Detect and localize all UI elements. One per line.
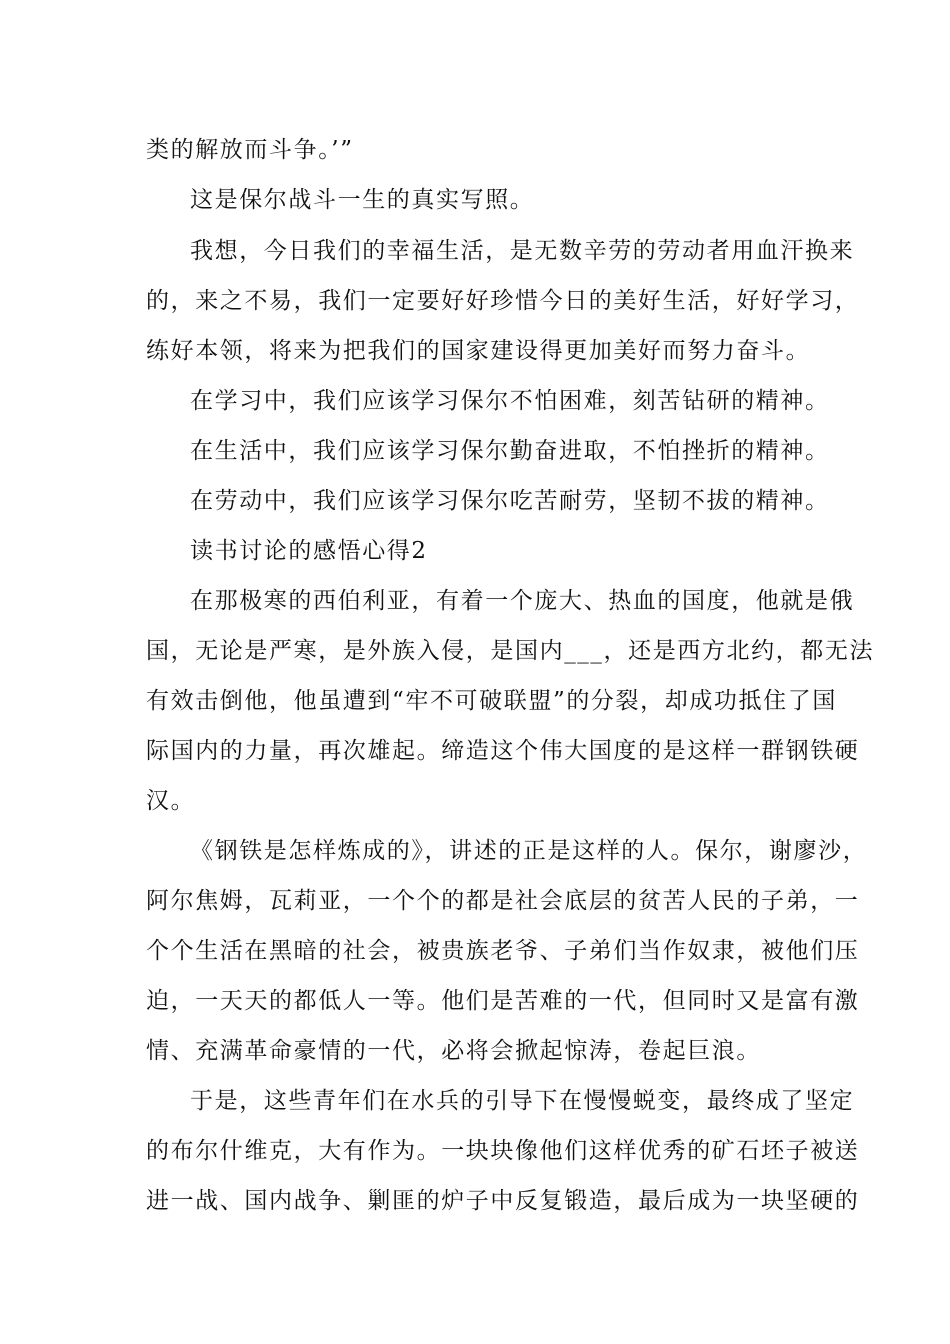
- text-line: 汉。: [146, 788, 196, 814]
- text-line: 有效击倒他，他虽遭到“牢不可破联盟”的分裂，却成功抵住了国: [146, 688, 837, 714]
- text-line: 在生活中，我们应该学习保尔勤奋进取，不怕挫折的精神。: [190, 438, 830, 464]
- text-line: 迫，一天天的都低人一等。他们是苦难的一代，但同时又是富有激: [146, 988, 860, 1014]
- text-line: 练好本领，将来为把我们的国家建设得更加美好而努力奋斗。: [146, 338, 811, 364]
- text-line: 的，来之不易，我们一定要好好珍惜今日的美好生活，好好学习，: [146, 288, 860, 314]
- text-line: 国，无论是严寒，是外族入侵，是国内___，还是西方北约，都无法: [146, 638, 875, 664]
- text-line: 在劳动中，我们应该学习保尔吃苦耐劳，坚韧不拔的精神。: [190, 488, 830, 514]
- text-line: 在那极寒的西伯利亚，有着一个庞大、热血的国度，他就是俄: [190, 588, 855, 614]
- text-line: 在学习中，我们应该学习保尔不怕困难，刻苦钻研的精神。: [190, 388, 830, 414]
- text-line: 个个生活在黑暗的社会，被贵族老爷、子弟们当作奴隶，被他们压: [146, 938, 860, 964]
- text-line: 情、充满革命豪情的一代，必将会掀起惊涛，卷起巨浪。: [146, 1038, 761, 1064]
- text-line: 进一战、国内战争、剿匪的炉子中反复锻造，最后成为一块坚硬的: [146, 1188, 860, 1214]
- text-line: 于是，这些青年们在水兵的引导下在慢慢蜕变，最终成了坚定: [190, 1088, 855, 1114]
- text-line: 阿尔焦姆，瓦莉亚，一个个的都是社会底层的贫苦人民的子弟，一: [146, 888, 860, 914]
- text-line: 这是保尔战斗一生的真实写照。: [190, 187, 535, 213]
- text-line: 《钢铁是怎样炼成的》，讲述的正是这样的人。保尔，谢廖沙，: [190, 838, 868, 864]
- text-line: 的布尔什维克，大有作为。一块块像他们这样优秀的矿石坯子被送: [146, 1138, 860, 1164]
- text-line: 类的解放而斗争。’”: [146, 137, 354, 163]
- text-line: 我想，今日我们的幸福生活，是无数辛劳的劳动者用血汗换来: [190, 238, 855, 264]
- text-line: 际国内的力量，再次雄起。缔造这个伟大国度的是这样一群钢铁硬: [146, 738, 860, 764]
- section-heading: 读书讨论的感悟心得2: [190, 538, 428, 564]
